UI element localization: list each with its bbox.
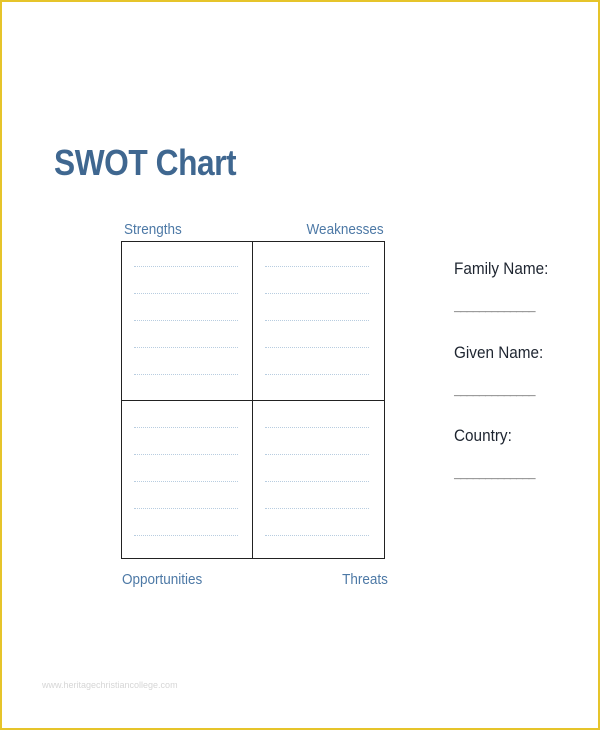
writing-line <box>134 347 238 348</box>
threats-cell[interactable] <box>253 401 383 559</box>
writing-line <box>265 266 369 267</box>
family-name-label: Family Name: <box>454 259 549 278</box>
strengths-cell[interactable] <box>122 242 252 400</box>
writing-line <box>265 427 369 428</box>
country-field[interactable]: _____________ <box>454 468 535 482</box>
country-label: Country: <box>454 426 512 445</box>
page-title: SWOT Chart <box>54 142 237 183</box>
watermark: www.heritagechristiancollege.com <box>42 680 178 690</box>
writing-line <box>134 320 238 321</box>
given-name-label: Given Name: <box>454 343 544 362</box>
grid-divider-horizontal <box>122 400 384 401</box>
threats-label: Threats <box>342 571 388 588</box>
writing-line <box>134 535 238 536</box>
weaknesses-cell[interactable] <box>253 242 383 400</box>
writing-line <box>265 320 369 321</box>
writing-line <box>265 347 369 348</box>
family-name-field[interactable]: _____________ <box>454 301 535 315</box>
weaknesses-label: Weaknesses <box>306 221 384 238</box>
opportunities-label: Opportunities <box>122 571 203 588</box>
writing-line <box>134 266 238 267</box>
writing-line <box>134 481 238 482</box>
writing-line <box>134 374 238 375</box>
writing-line <box>265 374 369 375</box>
given-name-field[interactable]: _____________ <box>454 385 535 399</box>
writing-line <box>265 481 369 482</box>
writing-line <box>265 293 369 294</box>
writing-line <box>134 293 238 294</box>
writing-line <box>134 427 238 428</box>
opportunities-cell[interactable] <box>122 401 252 559</box>
writing-line <box>265 535 369 536</box>
document-page <box>2 2 598 728</box>
writing-line <box>265 508 369 509</box>
writing-line <box>134 454 238 455</box>
writing-line <box>134 508 238 509</box>
swot-grid <box>121 241 385 559</box>
writing-line <box>265 454 369 455</box>
strengths-label: Strengths <box>124 221 182 238</box>
